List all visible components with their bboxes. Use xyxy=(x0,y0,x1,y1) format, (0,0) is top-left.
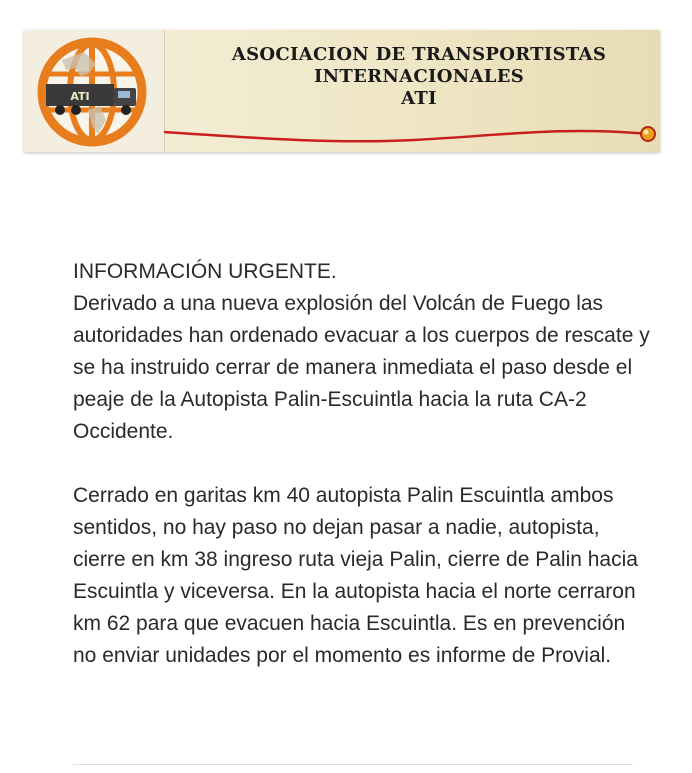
org-line-2: INTERNACIONALES xyxy=(313,66,525,87)
globe-truck-icon xyxy=(24,30,164,152)
route-line-icon xyxy=(164,102,660,152)
message-body xyxy=(73,256,653,672)
message-paragraph-2: Cerrado en garitas km 40 autopista Palin Escuintla ambos sentidos, no hay paso no dejan pasar a nadie, autopista, cierre en km 38 ingreso ruta vieja Palin, cierre de Palin hacia Escuintla y viceversa. En la autopista hacia el norte cerraron km 62 para que evacuen hacia Escuintla. Es en prevención no enviar unidades por el momento es informe de Provial. xyxy=(73,484,638,667)
header-banner xyxy=(24,30,660,152)
divider xyxy=(73,764,633,765)
message-title: INFORMACIÓN URGENTE. xyxy=(73,260,337,283)
logo-text: ATI xyxy=(70,90,90,103)
logo xyxy=(24,30,165,152)
organization-name xyxy=(189,44,649,110)
org-line-3: ATI xyxy=(401,88,437,109)
org-line-1: ASOCIACION DE TRANSPORTISTAS xyxy=(231,44,607,65)
message-paragraph-1: Derivado a una nueva explosión del Volcán de Fuego las autoridades han ordenado evacuar a los cuerpos de rescate y se ha instruido cerrar de manera inmediata el paso desde el peaje de la Autopista Palin-Escuintla hacia la ruta CA-2 Occidente. xyxy=(73,292,650,443)
